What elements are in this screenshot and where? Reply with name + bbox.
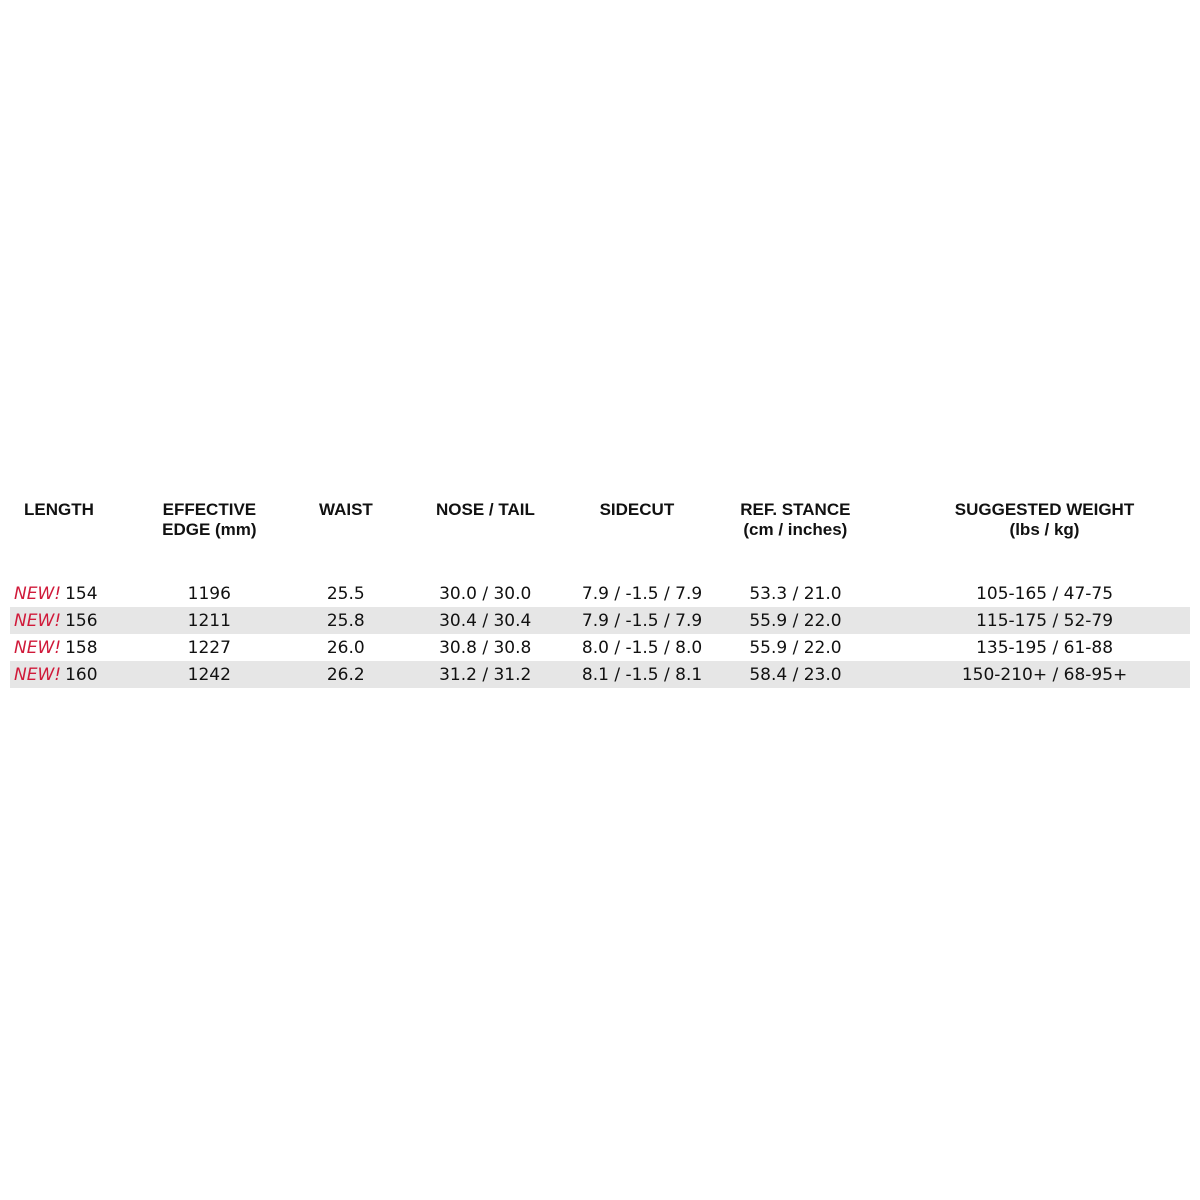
cell-suggested-weight: 150-210+ / 68-95+ xyxy=(961,664,1128,685)
cell-ref-stance: 55.9 / 22.0 xyxy=(749,637,842,658)
table-row xyxy=(10,661,1190,688)
new-badge: NEW! xyxy=(14,637,62,658)
cell-suggested-weight: 115-175 / 52-79 xyxy=(976,610,1114,631)
header-suggested-weight xyxy=(899,500,1190,540)
cell-length xyxy=(10,611,116,631)
cell-ref-stance: 58.4 / 23.0 xyxy=(749,664,842,685)
new-badge: NEW! xyxy=(14,583,62,604)
length-value: 156 xyxy=(65,610,98,631)
cell-sidecut: 8.0 / -1.5 / 8.0 xyxy=(581,637,703,658)
cell-ref-stance: 55.9 / 22.0 xyxy=(749,610,842,631)
spec-table xyxy=(10,500,1190,688)
header-effective-edge-line1: EFFECTIVE xyxy=(162,500,257,519)
cell-waist: 25.8 xyxy=(326,610,365,631)
header-nose-tail-line1: NOSE / TAIL xyxy=(435,500,535,519)
cell-length xyxy=(10,638,116,658)
new-badge: NEW! xyxy=(14,610,62,631)
cell-sidecut: 8.1 / -1.5 / 8.1 xyxy=(581,664,703,685)
length-value: 158 xyxy=(65,637,98,658)
cell-effective-edge: 1242 xyxy=(187,664,231,685)
header-waist xyxy=(303,500,389,520)
cell-length xyxy=(10,584,116,604)
cell-nose-tail: 30.8 / 30.8 xyxy=(439,637,532,658)
length-value: 160 xyxy=(65,664,98,685)
cell-effective-edge: 1196 xyxy=(187,583,231,604)
table-header xyxy=(10,500,1190,580)
cell-sidecut: 7.9 / -1.5 / 7.9 xyxy=(581,583,703,604)
table-row xyxy=(10,607,1190,634)
header-length-line1: LENGTH xyxy=(24,500,94,519)
cell-suggested-weight: 135-195 / 61-88 xyxy=(976,637,1114,658)
table-row xyxy=(10,634,1190,661)
cell-nose-tail: 31.2 / 31.2 xyxy=(439,664,532,685)
header-effective-edge xyxy=(116,500,303,540)
cell-suggested-weight: 105-165 / 47-75 xyxy=(976,583,1114,604)
cell-nose-tail: 30.4 / 30.4 xyxy=(439,610,532,631)
header-ref-stance-line1: REF. STANCE xyxy=(740,500,851,519)
header-waist-line1: WAIST xyxy=(318,500,373,519)
header-ref-stance-line2: (cm / inches) xyxy=(743,520,848,539)
cell-waist: 26.2 xyxy=(326,664,365,685)
header-sidecut xyxy=(582,500,692,520)
header-ref-stance xyxy=(692,500,899,540)
cell-effective-edge: 1211 xyxy=(187,610,231,631)
cell-nose-tail: 30.0 / 30.0 xyxy=(439,583,532,604)
cell-effective-edge: 1227 xyxy=(187,637,231,658)
table-row xyxy=(10,580,1190,607)
cell-waist: 26.0 xyxy=(326,637,365,658)
header-length xyxy=(10,500,116,520)
cell-ref-stance: 53.3 / 21.0 xyxy=(749,583,842,604)
header-suggested-weight-line1: SUGGESTED WEIGHT xyxy=(954,500,1135,519)
length-value: 154 xyxy=(65,583,98,604)
new-badge: NEW! xyxy=(14,664,62,685)
header-nose-tail xyxy=(389,500,582,520)
cell-waist: 25.5 xyxy=(326,583,365,604)
header-sidecut-line1: SIDECUT xyxy=(599,500,675,519)
cell-sidecut: 7.9 / -1.5 / 7.9 xyxy=(581,610,703,631)
header-suggested-weight-line2: (lbs / kg) xyxy=(1009,520,1080,539)
cell-length xyxy=(10,665,116,685)
header-effective-edge-line2: EDGE (mm) xyxy=(162,520,257,539)
